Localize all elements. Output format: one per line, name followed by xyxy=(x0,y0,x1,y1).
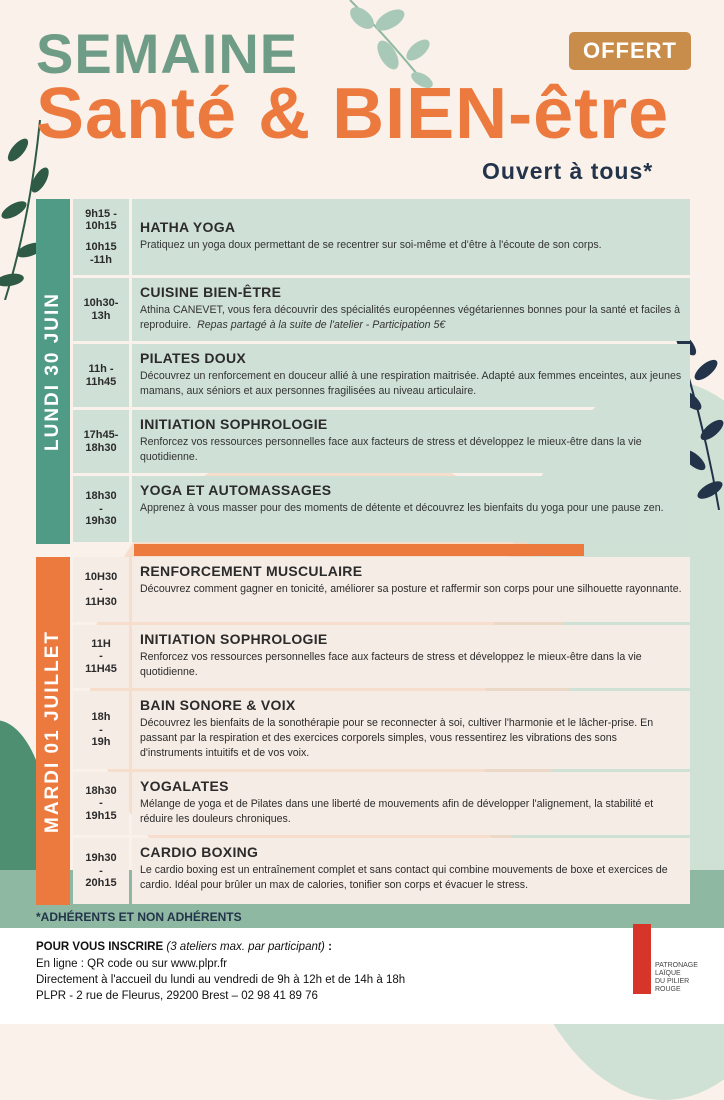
session-card xyxy=(132,344,690,407)
session-row xyxy=(73,410,690,473)
footnote-adherents: *ADHÉRENTS ET NON ADHÉRENTS xyxy=(36,910,242,924)
session-title: CUISINE BIEN-ÊTRE xyxy=(140,284,282,300)
title-semaine: SEMAINE xyxy=(36,22,299,85)
session-title: YOGA ET AUTOMASSAGES xyxy=(140,482,332,498)
session-time: 18h - 19h xyxy=(73,691,129,769)
day-separator xyxy=(134,544,584,556)
session-row xyxy=(73,199,690,275)
session-row xyxy=(73,772,690,835)
day-label-mardi: MARDI 01 JUILLET xyxy=(36,557,70,905)
session-row xyxy=(73,838,690,904)
session-card xyxy=(132,199,690,275)
session-title: RENFORCEMENT MUSCULAIRE xyxy=(140,563,363,579)
session-row xyxy=(73,557,690,622)
plpr-logo-icon xyxy=(633,924,651,994)
session-title: PILATES DOUX xyxy=(140,350,247,366)
session-time: 18h30 - 19h15 xyxy=(73,772,129,835)
session-description: Le cardio boxing est un entraînement complet et sans contact qui combine mouvements de boxe et exercices de cardio. Idéal pour brûler un max de calories, tonifier son corps et évacuer le stress. xyxy=(140,864,668,891)
session-description: Renforcez vos ressources personnelles face aux facteurs de stress et développez le mieux-être dans la vie quotidienne. xyxy=(140,436,642,463)
session-time: 9h15 - 10h15 10h15 -11h xyxy=(73,199,129,275)
session-description: Apprenez à vous masser pour des moments de détente et découvrez les bienfaits du yoga pour une pause zen. xyxy=(140,502,664,514)
session-time: 19h30 - 20h15 xyxy=(73,838,129,904)
session-time: 17h45- 18h30 xyxy=(73,410,129,473)
session-note: Repas partagé à la suite de l'atelier - Participation 5€ xyxy=(197,318,446,331)
session-title: HATHA YOGA xyxy=(140,219,236,235)
session-title: INITIATION SOPHROLOGIE xyxy=(140,631,328,647)
footer-line-accueil: Directement à l'accueil du lundi au vendredi de 9h à 12h et de 14h à 18h xyxy=(36,974,406,986)
session-row xyxy=(73,625,690,688)
session-card xyxy=(132,476,690,542)
session-title: YOGALATES xyxy=(140,778,229,794)
session-description: Athina CANEVET, vous fera découvrir des spécialités européennes végétariennes bonnes pour la santé et faciles à reproduire. xyxy=(140,304,681,331)
session-row xyxy=(73,691,690,769)
logo-text: PATRONAGE LAÏQUE DU PILIER ROUGE xyxy=(655,962,698,994)
session-title: INITIATION SOPHROLOGIE xyxy=(140,416,328,432)
session-title: CARDIO BOXING xyxy=(140,844,259,860)
session-row xyxy=(73,476,690,542)
session-card xyxy=(132,557,690,622)
subtitle-ouvert: Ouvert à tous* xyxy=(482,158,654,184)
session-time: 11H - 11H45 xyxy=(73,625,129,688)
offert-badge: OFFERT xyxy=(569,32,691,70)
session-card xyxy=(132,838,690,904)
session-description: Pratiquez un yoga doux permettant de se recentrer sur soi-même et d'être à l'écoute de son corps. xyxy=(140,239,602,251)
session-time: 10H30 - 11H30 xyxy=(73,557,129,622)
session-description: Découvrez comment gagner en tonicité, améliorer sa posture et raffermir son corps pour une silhouette rayonnante. xyxy=(140,583,682,595)
footer-line-address: PLPR - 2 rue de Fleurus, 29200 Brest – 02 98 41 89 76 xyxy=(36,990,318,1002)
title-sante-bien-etre: Santé & BIEN-être xyxy=(36,74,670,154)
footer-line-online: En ligne : QR code ou sur www.plpr.fr xyxy=(36,958,228,970)
session-card xyxy=(132,278,690,341)
session-time: 11h - 11h45 xyxy=(73,344,129,407)
footer-inscrire: POUR VOUS INSCRIRE (3 ateliers max. par participant) : xyxy=(36,941,332,953)
session-card xyxy=(132,691,690,769)
session-time: 18h30 - 19h30 xyxy=(73,476,129,542)
session-card xyxy=(132,625,690,688)
day-label-lundi: LUNDI 30 JUIN xyxy=(36,199,70,544)
session-description: Renforcez vos ressources personnelles face aux facteurs de stress et développez le mieux-être dans la vie quotidienne. xyxy=(140,651,642,678)
session-description: Mélange de yoga et de Pilates dans une liberté de mouvements afin de développer l'alignement, la stabilité et réduire les douleurs chroniques. xyxy=(140,798,654,825)
session-description: Découvrez les bienfaits de la sonothérapie pour se reconnecter à soi, cultiver l'harmonie et le lâcher-prise. En passant par la respiration et des exercices corporels simples, vous ressentirez les vibrations des sons d'instruments intuitifs et de vos voix. xyxy=(140,717,654,759)
session-row xyxy=(73,278,690,341)
session-description: Découvrez un renforcement en douceur allié à une respiration maitrisée. Adapté aux femmes enceintes, aux jeunes mamans, aux séniors et aux personnes fragilisées au niveau articulaire. xyxy=(140,370,682,397)
session-time: 10h30- 13h xyxy=(73,278,129,341)
session-card xyxy=(132,772,690,835)
session-card xyxy=(132,410,690,473)
session-title: BAIN SONORE & VOIX xyxy=(140,697,296,713)
session-row xyxy=(73,344,690,407)
